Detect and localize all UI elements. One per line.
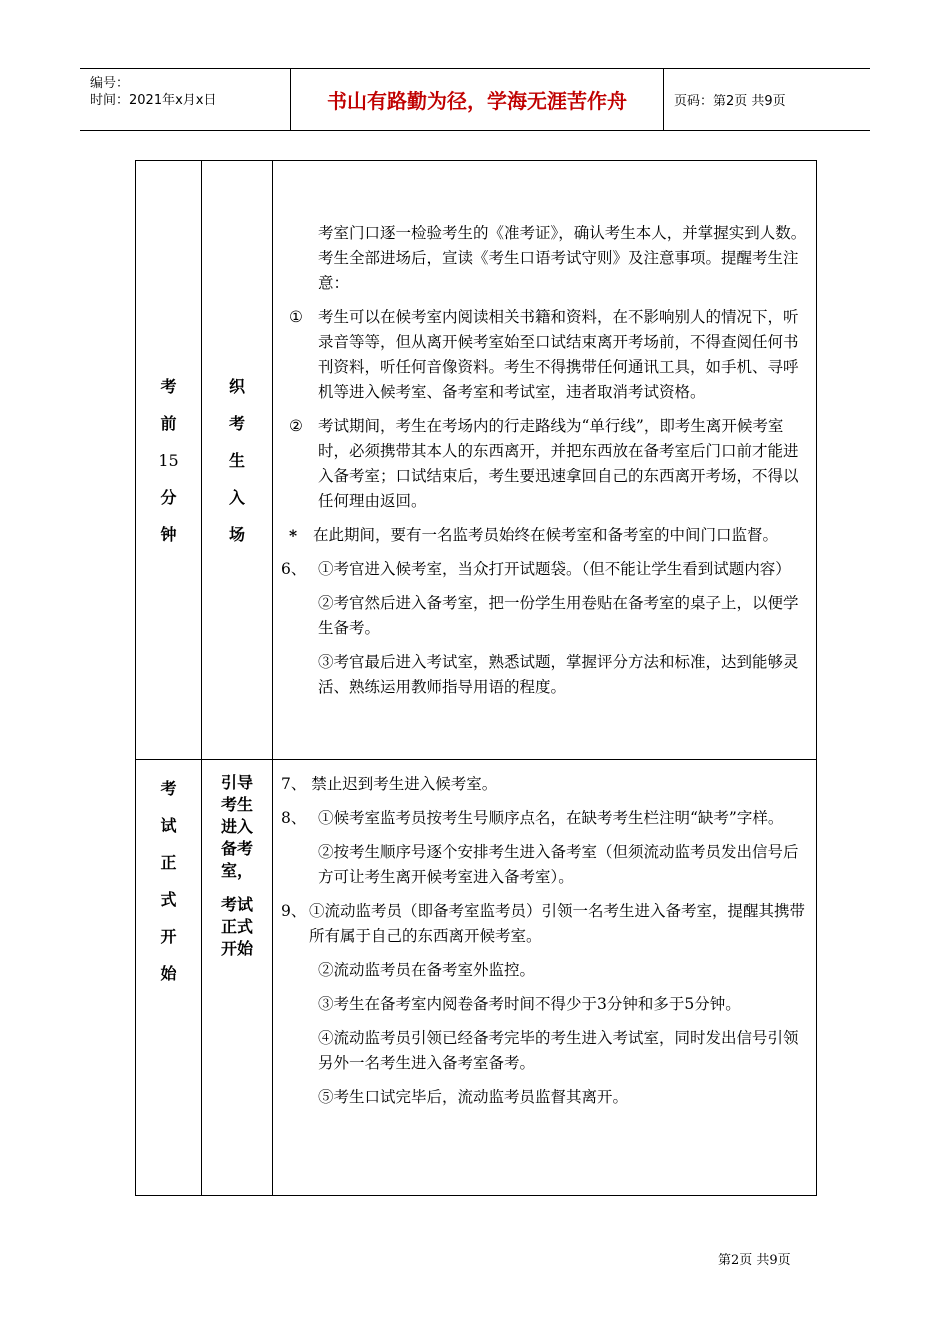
item-9-d: ④流动监考员引领已经备考完毕的考生进入考试室，同时发出信号引领另外一名考生进入备考室备考。	[318, 1029, 799, 1072]
item-text: ①流动监考员（即备考室监考员）引领一名考生进入备考室，提醒其携带所有属于自己的东西离开候考室。	[309, 902, 806, 945]
table-row-exam-start	[136, 760, 817, 1196]
item-number: 6、	[281, 559, 307, 578]
action-char: 生	[228, 450, 245, 470]
time-cell-pre-exam	[136, 161, 202, 760]
note-1	[281, 305, 808, 405]
action-line: 引导	[220, 773, 253, 792]
note-2	[281, 414, 808, 514]
item-number: 9、	[281, 902, 307, 920]
note-text: 考试期间，考生在考场内的行走路线为“单行线”，即考生离开候考室时，必须携带其本人的东西离开，并把东西放在备考室后门口前才能进入备考室；口试结束后，考生要迅速拿回自己的东西离开考场，不得以任何理由返回。	[318, 416, 799, 510]
time-char: 式	[160, 890, 177, 909]
time-char: 考	[160, 376, 177, 396]
time-char: 考	[160, 779, 177, 798]
action-cell-pre-exam	[202, 161, 273, 760]
item-9-b: ②流动监考员在备考室外监控。	[318, 961, 536, 979]
item-8	[281, 806, 808, 831]
action-char: 织	[228, 376, 245, 396]
time-char: 试	[160, 816, 177, 835]
note-text: 在此期间，要有一名监考员始终在候考室和备考室的中间门口监督。	[313, 525, 779, 544]
time-char: 开	[160, 927, 177, 946]
item-9	[281, 899, 808, 949]
action-line: 室，	[220, 861, 253, 880]
item-6	[281, 557, 808, 582]
time-char: 分	[160, 487, 177, 507]
action-line: 正式	[220, 917, 253, 936]
item-6-b: ②考官然后进入备考室，把一份学生用卷贴在备考室的桌子上，以便学生备考。	[318, 593, 799, 637]
spacer	[203, 882, 271, 894]
time-char: 始	[160, 964, 177, 983]
item-9-e: ⑤考生口试完毕后，流动监考员监督其离开。	[318, 1088, 629, 1106]
item-text: ①考官进入候考室，当众打开试题袋。（但不能让学生看到试题内容）	[318, 559, 791, 578]
content-cell-pre-exam	[273, 161, 817, 760]
time-char: 前	[160, 413, 177, 433]
item-6-c: ③考官最后进入考试室，熟悉试题，掌握评分方法和标准，达到能够灵活、熟练运用教师指导用语的程度。	[318, 652, 799, 696]
time-char: 钟	[160, 524, 177, 544]
action-line: 考试	[220, 895, 253, 914]
action-char: 场	[228, 524, 245, 544]
procedure-table	[135, 160, 817, 1196]
content-cell-exam-start	[273, 760, 817, 1196]
note-marker: ②	[289, 416, 303, 435]
action-cell-exam-start	[202, 760, 273, 1196]
item-9-c: ③考生在备考室内阅卷备考时间不得少于3分钟和多于5分钟。	[318, 995, 741, 1013]
action-char: 考	[228, 413, 245, 433]
header-motto: 书山有路勤为径，学海无涯苦作舟	[291, 69, 664, 130]
star-marker: *	[289, 525, 298, 545]
action-line: 开始	[220, 939, 253, 958]
item-text: ①候考室监考员按考生号顺序点名，在缺考考生栏注明“缺考”字样。	[318, 809, 784, 827]
item-8-b: ②按考生顺序号逐个安排考生进入备考室（但须流动监考员发出信号后方可让考生离开候考室进入备考室）。	[318, 843, 799, 886]
action-line: 备考	[220, 839, 253, 858]
table-row-pre-exam	[136, 161, 817, 760]
page-footer: 第2页 共9页	[718, 1253, 791, 1268]
date-label: 时间：2021年x月x日	[90, 93, 217, 108]
note-text: 考生可以在候考室内阅读相关书籍和资料，在不影响别人的情况下，听录音等等，但从离开候考室始至口试结束离开考场前，不得查阅任何书刊资料，听任何音像资料。考生不得携带任何通讯工具，如手机、寻呼机等进入候考室、备考室和考试室，违者取消考试资格。	[318, 307, 799, 401]
time-char: 15	[158, 450, 179, 470]
item-number: 8、	[281, 809, 307, 827]
time-cell-exam-start	[136, 760, 202, 1196]
time-char: 正	[160, 853, 177, 872]
intro-paragraph: 考室门口逐一检验考生的《准考证》，确认考生本人，并掌握实到人数。考生全部进场后，宣读《考生口语考试守则》及注意事项。提醒考生注意：	[318, 223, 807, 292]
number-label: 编号：	[90, 76, 130, 91]
item-7: 7、 禁止迟到考生进入候考室。	[281, 775, 498, 793]
action-line: 考生	[220, 795, 253, 814]
action-line: 进入	[220, 817, 253, 836]
header-page-info: 页码：第2页 共9页	[674, 94, 786, 109]
header-meta	[80, 69, 291, 130]
supervision-note	[281, 523, 808, 548]
note-marker: ①	[289, 307, 303, 326]
page-header	[80, 68, 870, 131]
action-char: 入	[228, 487, 245, 507]
